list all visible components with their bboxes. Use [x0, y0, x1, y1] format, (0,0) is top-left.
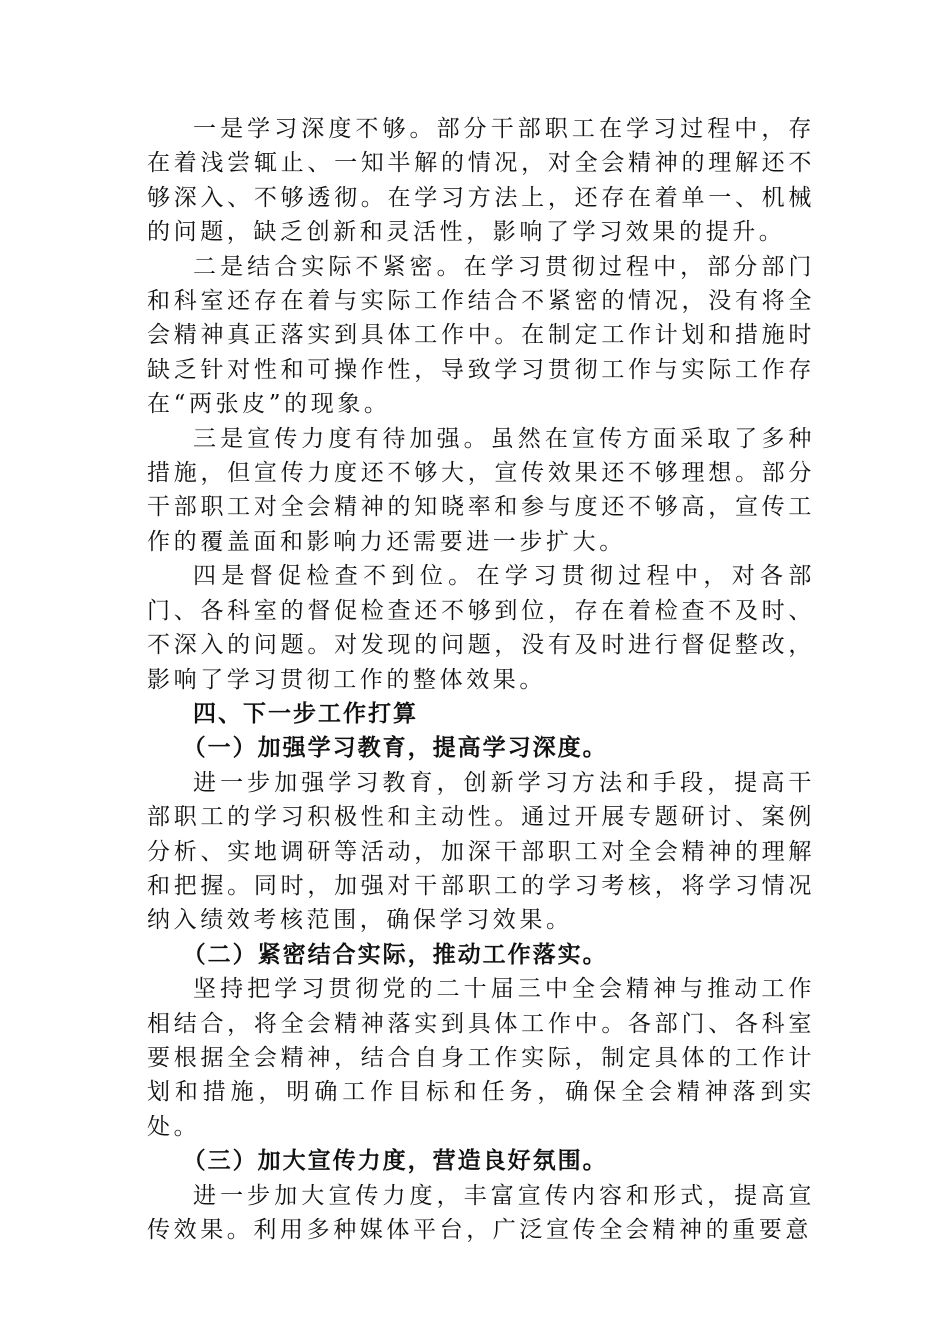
paragraph-practice-integration: 二是结合实际不紧密。在学习贯彻过程中，部分部门和科室还存在着与实际工作结合不紧密的情况，没有将全会精神真正落实到具体工作中。在制定工作计划和措施时缺乏针对性和可操作性，导致学习贯彻工作与实际工作存在“两张皮”的现象。: [147, 253, 815, 418]
document-page: [147, 112, 815, 1247]
paragraph-study-depth: 一是学习深度不够。部分干部职工在学习过程中，存在着浅尝辄止、一知半解的情况，对全会精神的理解还不够深入、不够透彻。在学习方法上，还存在着单一、机械的问题，缺乏创新和灵活性，影响了学习效果的提升。: [147, 116, 815, 246]
subheading-combine-practice: （二）紧密结合实际，推动工作落实。: [182, 941, 608, 968]
subheading-publicity-atmosphere: （三）加大宣传力度，营造良好氛围。: [182, 1148, 608, 1175]
paragraph-supervision: 四是督促检查不到位。在学习贯彻过程中，对各部门、各科室的督促检查还不够到位，存在着检查不及时、不深入的问题。对发现的问题，没有及时进行督促整改，影响了学习贯彻工作的整体效果。: [147, 563, 815, 693]
paragraph-publicity-atmosphere: 进一步加大宣传力度，丰富宣传内容和形式，提高宣传效果。利用多种媒体平台，广泛宣传全会精神的重要意: [147, 1182, 815, 1243]
paragraph-combine-practice: 坚持把学习贯彻党的二十届三中全会精神与推动工作相结合，将全会精神落实到具体工作中。各部门、各科室要根据全会精神，结合自身工作实际，制定具体的工作计划和措施，明确工作目标和任务，确保全会精神落到实处。: [147, 976, 815, 1140]
section-heading-next-steps: 四、下一步工作打算: [193, 700, 418, 727]
paragraph-strengthen-study: 进一步加强学习教育，创新学习方法和手段，提高干部职工的学习积极性和主动性。通过开展专题研讨、案例分析、实地调研等活动，加深干部职工对全会精神的理解和把握。同时，加强对干部职工的学习考核，将学习情况纳入绩效考核范围，确保学习效果。: [147, 769, 815, 934]
subheading-strengthen-study: （一）加强学习教育，提高学习深度。: [182, 735, 608, 762]
paragraph-publicity: 三是宣传力度有待加强。虽然在宣传方面采取了多种措施，但宣传力度还不够大，宣传效果还不够理想。部分干部职工对全会精神的知晓率和参与度还不够高，宣传工作的覆盖面和影响力还需要进一步扩大。: [147, 425, 815, 555]
